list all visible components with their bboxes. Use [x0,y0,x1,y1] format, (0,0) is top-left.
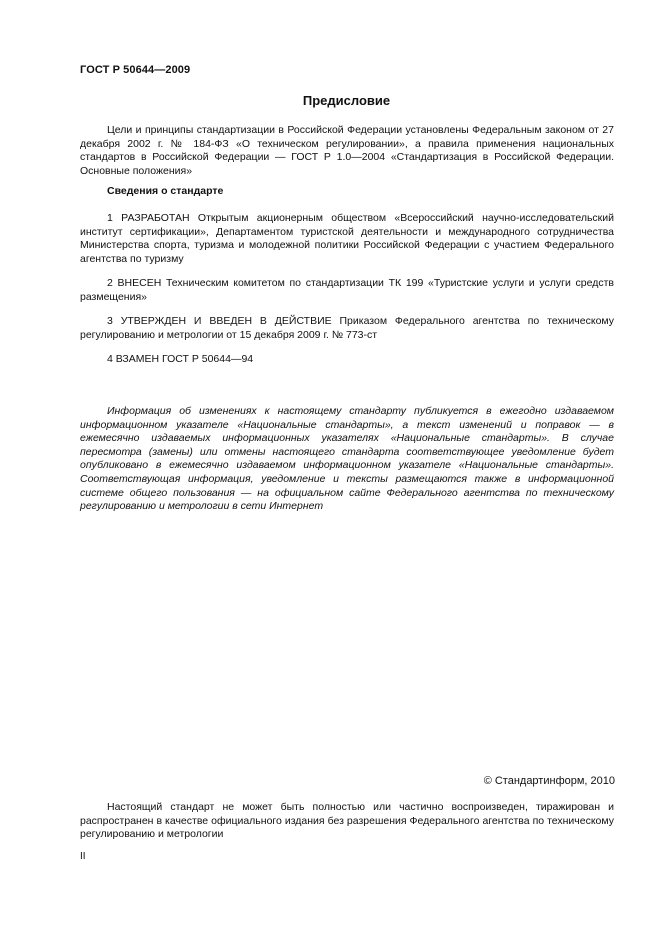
copyright-line: © Стандартинформ, 2010 [483,775,615,787]
changes-notice: Информация об изменениях к настоящему стандарту публикуется в ежегодно издаваемом информационном указателе «Национальные стандарты», а текст изменений и поправок — в ежемесячно издаваемых информационных указателях «Национальные стандарты». В случае пересмотра (замены) или отмены настоящего стандарта соответствующее уведомление будет опубликовано в ежемесячно издаваемом информационном указателе «Национальные стандарты». Соответствующая информация, уведомление и тексты размещаются также в информационной системе общего пользования — на официальном сайте Федерального агентства по техническому регулированию и метрологии в сети Интернет [80,405,614,513]
item-replaces: 4 ВЗАМЕН ГОСТ Р 50644—94 [107,353,254,365]
reproduction-notice: Настоящий стандарт не может быть полностью или частично воспроизведен, тиражирован и распространен в качестве официального издания без разрешения Федерального агентства по техническому регулированию и метрологии [80,801,614,841]
document-code: ГОСТ Р 50644—2009 [80,64,191,76]
page-number: II [80,851,86,862]
standard-info-heading: Сведения о стандарте [107,185,224,197]
page-title: Предисловие [302,93,391,108]
item-approved: 3 УТВЕРЖДЕН И ВВЕДЕН В ДЕЙСТВИЕ Приказом Федерального агентства по техническому регулированию и метрологии от 15 декабря 2009 г. № 773-ст [80,315,614,341]
item-developed: 1 РАЗРАБОТАН Открытым акционерным обществом «Всероссийский научно-исследовательский институт сертификации», Департаментом туристской деятельности и международного сотрудничества Министерства спорта, туризма и молодежной политики Российской Федерации с участием Федерального агентства по туризму [80,212,614,265]
intro-paragraph: Цели и принципы стандартизации в Российской Федерации установлены Федеральным законом от 27 декабря 2002 г. № 184-ФЗ «О техническом регулировании», а правила применения национальных стандартов в Российской Федерации — ГОСТ Р 1.0—2004 «Стандартизация в Российской Федерации. Основные положения» [80,124,614,177]
item-introduced: 2 ВНЕСЕН Техническим комитетом по стандартизации ТК 199 «Туристские услуги и услуги средств размещения» [80,277,614,303]
